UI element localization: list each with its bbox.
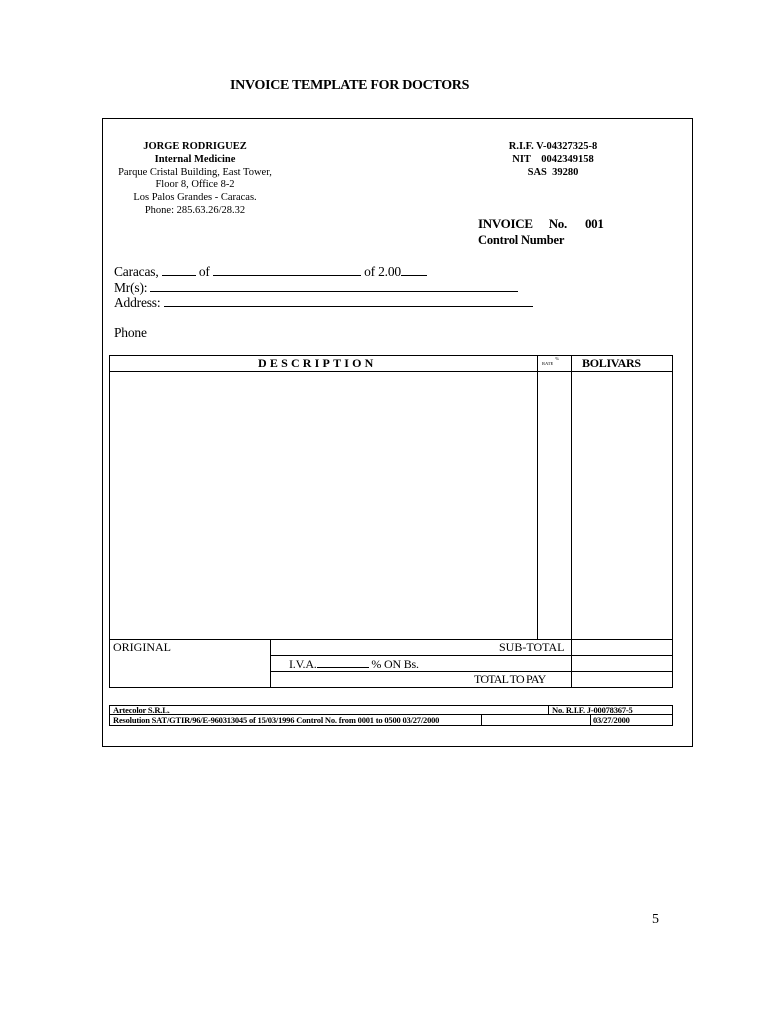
invoice-number-line (478, 216, 604, 232)
sas-number: SAS 39280 (527, 166, 579, 178)
invoice-label: INVOICE (478, 216, 533, 231)
address-line (114, 294, 533, 311)
date-line (114, 263, 427, 280)
iva-prefix: I.V.A. (289, 657, 317, 671)
resolution-text: Resolution SAT/GTIR/96/E-960313045 of 15/03/1996 Control No. from 0001 to 0500 03/27/2000 (113, 715, 440, 725)
subtotal-label: SUB-TOTAL (499, 640, 565, 654)
original-label: ORIGINAL (113, 640, 171, 654)
phone-label: Phone (114, 325, 147, 340)
doctor-info (108, 141, 282, 218)
doctor-name: JORGE RODRIGUEZ (143, 141, 247, 152)
printer-name: Artecolor S.R.L. (113, 705, 170, 715)
doctor-address-line1: Parque Cristal Building, East Tower, (118, 166, 272, 178)
iva-rate-blank[interactable] (317, 656, 369, 668)
year-blank[interactable] (401, 263, 427, 276)
footer-date-divider (590, 714, 591, 726)
iva-line (289, 656, 419, 672)
customer-blank[interactable] (150, 279, 518, 292)
original-column-divider (270, 639, 271, 688)
doctor-address-line2: Floor 8, Office 8-2 (155, 179, 235, 191)
description-header: DESCRIPTION (258, 356, 377, 370)
bolivars-header: BOLIVARS (582, 356, 641, 370)
invoice-number: 001 (584, 216, 604, 231)
day-blank[interactable] (162, 263, 196, 276)
doctor-address-line3: Los Palos Grandes - Caracas. (133, 192, 257, 204)
footer-date: 03/27/2000 (593, 715, 630, 725)
date-of-label: of (198, 264, 210, 279)
doctor-phone: Phone: 285.63.26/28.32 (144, 204, 246, 216)
footer-blank-divider-left (481, 714, 482, 726)
total-to-pay-label: TOTAL TO PAY (474, 672, 546, 686)
description-cell[interactable] (110, 372, 537, 639)
control-number-label: Control Number (478, 233, 565, 247)
rif-number: R.I.F. V-04327325-8 (508, 141, 598, 152)
rate-header-symbol: % (555, 356, 559, 361)
footer-rif-divider (548, 705, 549, 715)
doctor-specialty: Internal Medicine (154, 153, 236, 165)
printer-rif: No. R.I.F. J-00078367-5 (552, 705, 633, 715)
rate-cell[interactable] (538, 372, 571, 639)
tax-ids (498, 141, 608, 179)
page-number: 5 (652, 912, 659, 927)
rate-header-text: RATE (542, 361, 554, 366)
page-title: INVOICE TEMPLATE FOR DOCTORS (230, 78, 470, 93)
iva-suffix: % ON Bs. (371, 657, 419, 671)
totals-divider (109, 639, 673, 640)
rate-header (540, 356, 570, 366)
nit-number: NIT 0042349158 (512, 153, 594, 165)
date-city-label: Caracas, (114, 264, 159, 279)
month-blank[interactable] (213, 263, 361, 276)
bolivars-cell[interactable] (572, 372, 672, 639)
date-year-label: of 2.00 (364, 264, 401, 279)
address-blank[interactable] (164, 294, 533, 307)
invoice-no-label: No. (548, 216, 567, 231)
address-label: Address: (114, 295, 161, 310)
customer-label: Mr(s): (114, 280, 148, 295)
